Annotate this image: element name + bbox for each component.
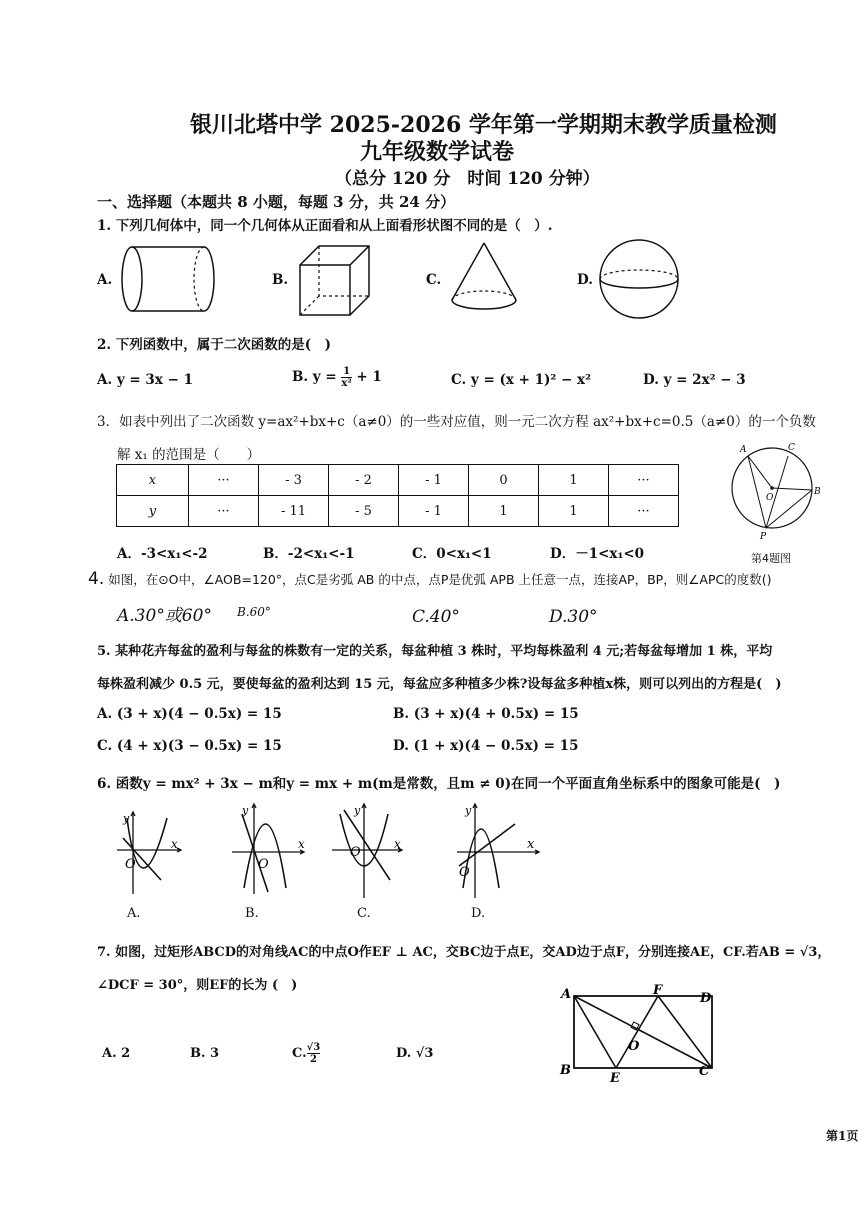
graph-option-b [230, 800, 310, 895]
q6-option-a-label: A. [127, 906, 141, 921]
q7-option-c: C. $\frac{√3}{2}$ [292, 1042, 321, 1065]
exam-meta: （总分 120 分 时间 120 分钟） [335, 169, 600, 189]
point-label-e: E [610, 1071, 620, 1086]
q6-option-d-label: D. [471, 906, 486, 921]
q7-option-b: B. 3 [190, 1046, 220, 1061]
circle-figure [728, 440, 828, 550]
question-1-stem: 1. 下列几何体中，同一个几何体从正面看和从上面看形状图不同的是（ ）. [97, 218, 553, 234]
table-cell: - 3 [258, 465, 328, 496]
table-cell: 0 [469, 465, 539, 496]
q7-option-a: A. 2 [102, 1046, 131, 1061]
point-label-o: O [628, 1039, 640, 1054]
table-cell: 1 [538, 496, 608, 527]
graph-option-d [455, 800, 545, 900]
table-row [117, 496, 679, 527]
table-cell: - 5 [329, 496, 399, 527]
point-label-b: B [560, 1063, 571, 1078]
table-cell: ··· [188, 465, 258, 496]
q5-option-c: C. (4 + x)(3 − 0.5x) = 15 [97, 738, 282, 754]
fraction-numerator: √3 [306, 1042, 321, 1053]
origin-label: O [125, 857, 136, 872]
value-table [116, 464, 679, 527]
origin-label: O [350, 845, 361, 860]
cylinder-icon [118, 244, 218, 314]
q5-option-a: A. (3 + x)(4 − 0.5x) = 15 [97, 706, 282, 722]
table-row [117, 465, 679, 496]
q1-option-d-label: D. [577, 272, 593, 288]
table-cell: ··· [608, 465, 678, 496]
q4-option-d: D.30° [549, 607, 598, 627]
q3-option-d: D．－1<x₁<0 [550, 546, 645, 562]
sphere-icon [598, 238, 680, 320]
point-label-a: A [740, 445, 747, 455]
section-heading: 一、选择题（本题共 8 小题，每题 3 分，共 24 分） [97, 193, 456, 211]
y-axis-label: y [123, 812, 130, 825]
point-label-c: C [699, 1064, 710, 1079]
fraction-numerator: 1 [343, 366, 351, 377]
question-3-stem: 3．如表中列出了二次函数 y=ax²+bx+c（a≠0）的一些对应值，则一元二次方程 ax²+bx+c=0.5（a≠0）的一个负数 [97, 414, 816, 430]
q6-option-c-label: C. [357, 906, 371, 921]
page-number: 第1页 [826, 1129, 859, 1143]
q5-option-b: B. (3 + x)(4 + 0.5x) = 15 [393, 706, 579, 722]
q2-option-c: C. y = (x + 1)² − x² [451, 372, 591, 388]
table-cell: - 2 [329, 465, 399, 496]
graph-option-c [330, 800, 410, 900]
x-axis-label: x [171, 837, 178, 851]
table-cell: x [117, 465, 189, 496]
q2-option-b: B. y = $\frac{1}{\text{x²}}$ + 1 [292, 366, 382, 389]
table-cell: ··· [608, 496, 678, 527]
question-2-stem: 2. 下列函数中，属于二次函数的是( ) [97, 337, 332, 353]
x-axis-label: x [394, 837, 401, 851]
q3-option-b: B．-2<x₁<-1 [263, 546, 355, 562]
q4-option-b: B.60° [237, 605, 271, 619]
rectangle-figure [558, 982, 728, 1087]
x-axis-label: x [298, 837, 305, 851]
table-cell: 1 [469, 496, 539, 527]
q2-option-d: D. y = 2x² − 3 [643, 372, 746, 388]
q1-option-a-label: A. [97, 272, 113, 288]
table-cell: 1 [538, 465, 608, 496]
q2-option-a: A. y = 3x − 1 [97, 372, 193, 388]
question-4-stem: 4. 如图，在⊙O中，∠AOB=120°，点C是劣弧 AB 的中点，点P是优弧 APB 上任意一点，连接AP，BP，则∠APC的度数() [88, 569, 772, 589]
origin-label: O [459, 865, 470, 880]
point-label-p: P [760, 532, 767, 542]
table-cell: y [117, 496, 189, 527]
point-label-f: F [653, 983, 663, 998]
origin-label: O [258, 857, 269, 872]
table-cell: - 11 [258, 496, 328, 527]
fraction-denominator: x² [341, 378, 352, 389]
x-axis-label: x [527, 837, 535, 852]
graph-option-a [115, 808, 185, 898]
question-5-stem: 5. 某种花卉每盆的盈利与每盆的株数有一定的关系，每盆种植 3 株时，平均每株盈利 4 元;若每盆每增加 1 株，平均 [97, 644, 773, 659]
q1-option-c-label: C. [426, 272, 442, 288]
question-7-stem: 7. 如图，过矩形ABCD的对角线AC的中点O作EF ⊥ AC，交BC边于点E，交AD边于点F，分别连接AE，CF.若AB = √3， [97, 945, 831, 960]
cone-icon [448, 240, 520, 315]
point-label-c: C [788, 443, 795, 453]
q3-option-c: C．0<x₁<1 [412, 546, 492, 562]
q5-option-d: D. (1 + x)(4 − 0.5x) = 15 [393, 738, 579, 754]
figure-4-caption: 第4题图 [751, 552, 791, 565]
table-cell: ··· [188, 496, 258, 527]
q4-option-a: A.30°或60° [117, 606, 212, 626]
y-axis-label: y [354, 804, 361, 817]
q1-option-b-label: B. [272, 272, 289, 288]
question-3-stem-cont: 解 x₁ 的范围是（ ） [117, 447, 261, 463]
q4-option-c: C.40° [412, 607, 460, 627]
question-5-stem-cont: 每株盈利减少 0.5 元，要使每盆的盈利达到 15 元，每盆应多种植多少株?设每盆多种植x株，则可以列出的方程是( ) [97, 677, 782, 692]
y-axis-label: y [242, 804, 249, 817]
point-label-d: D [700, 991, 712, 1006]
point-label-b: B [814, 487, 821, 497]
q6-option-b-label: B. [245, 906, 259, 921]
q7-option-d: D. √3 [396, 1046, 434, 1061]
table-cell: - 1 [399, 496, 469, 527]
exam-subtitle: 九年级数学试卷 [360, 139, 515, 165]
exam-title: 银川北塔中学 2025-2026 学年第一学期期末教学质量检测 [190, 112, 777, 138]
point-label-o: O [766, 493, 774, 503]
point-label-a: A [561, 987, 572, 1002]
y-axis-label: y [465, 804, 472, 817]
q3-option-a: A．-3<x₁<-2 [117, 546, 208, 562]
cube-icon [297, 243, 372, 318]
table-cell: - 1 [399, 465, 469, 496]
fraction-denominator: 2 [309, 1054, 317, 1065]
question-7-stem-cont: ∠DCF = 30°，则EF的长为 ( ) [97, 978, 298, 993]
question-6-stem: 6. 函数y = mx² + 3x − m和y = mx + m(m是常数，且m ≠ 0)在同一个平面直角坐标系中的图象可能是( ) [97, 776, 781, 792]
